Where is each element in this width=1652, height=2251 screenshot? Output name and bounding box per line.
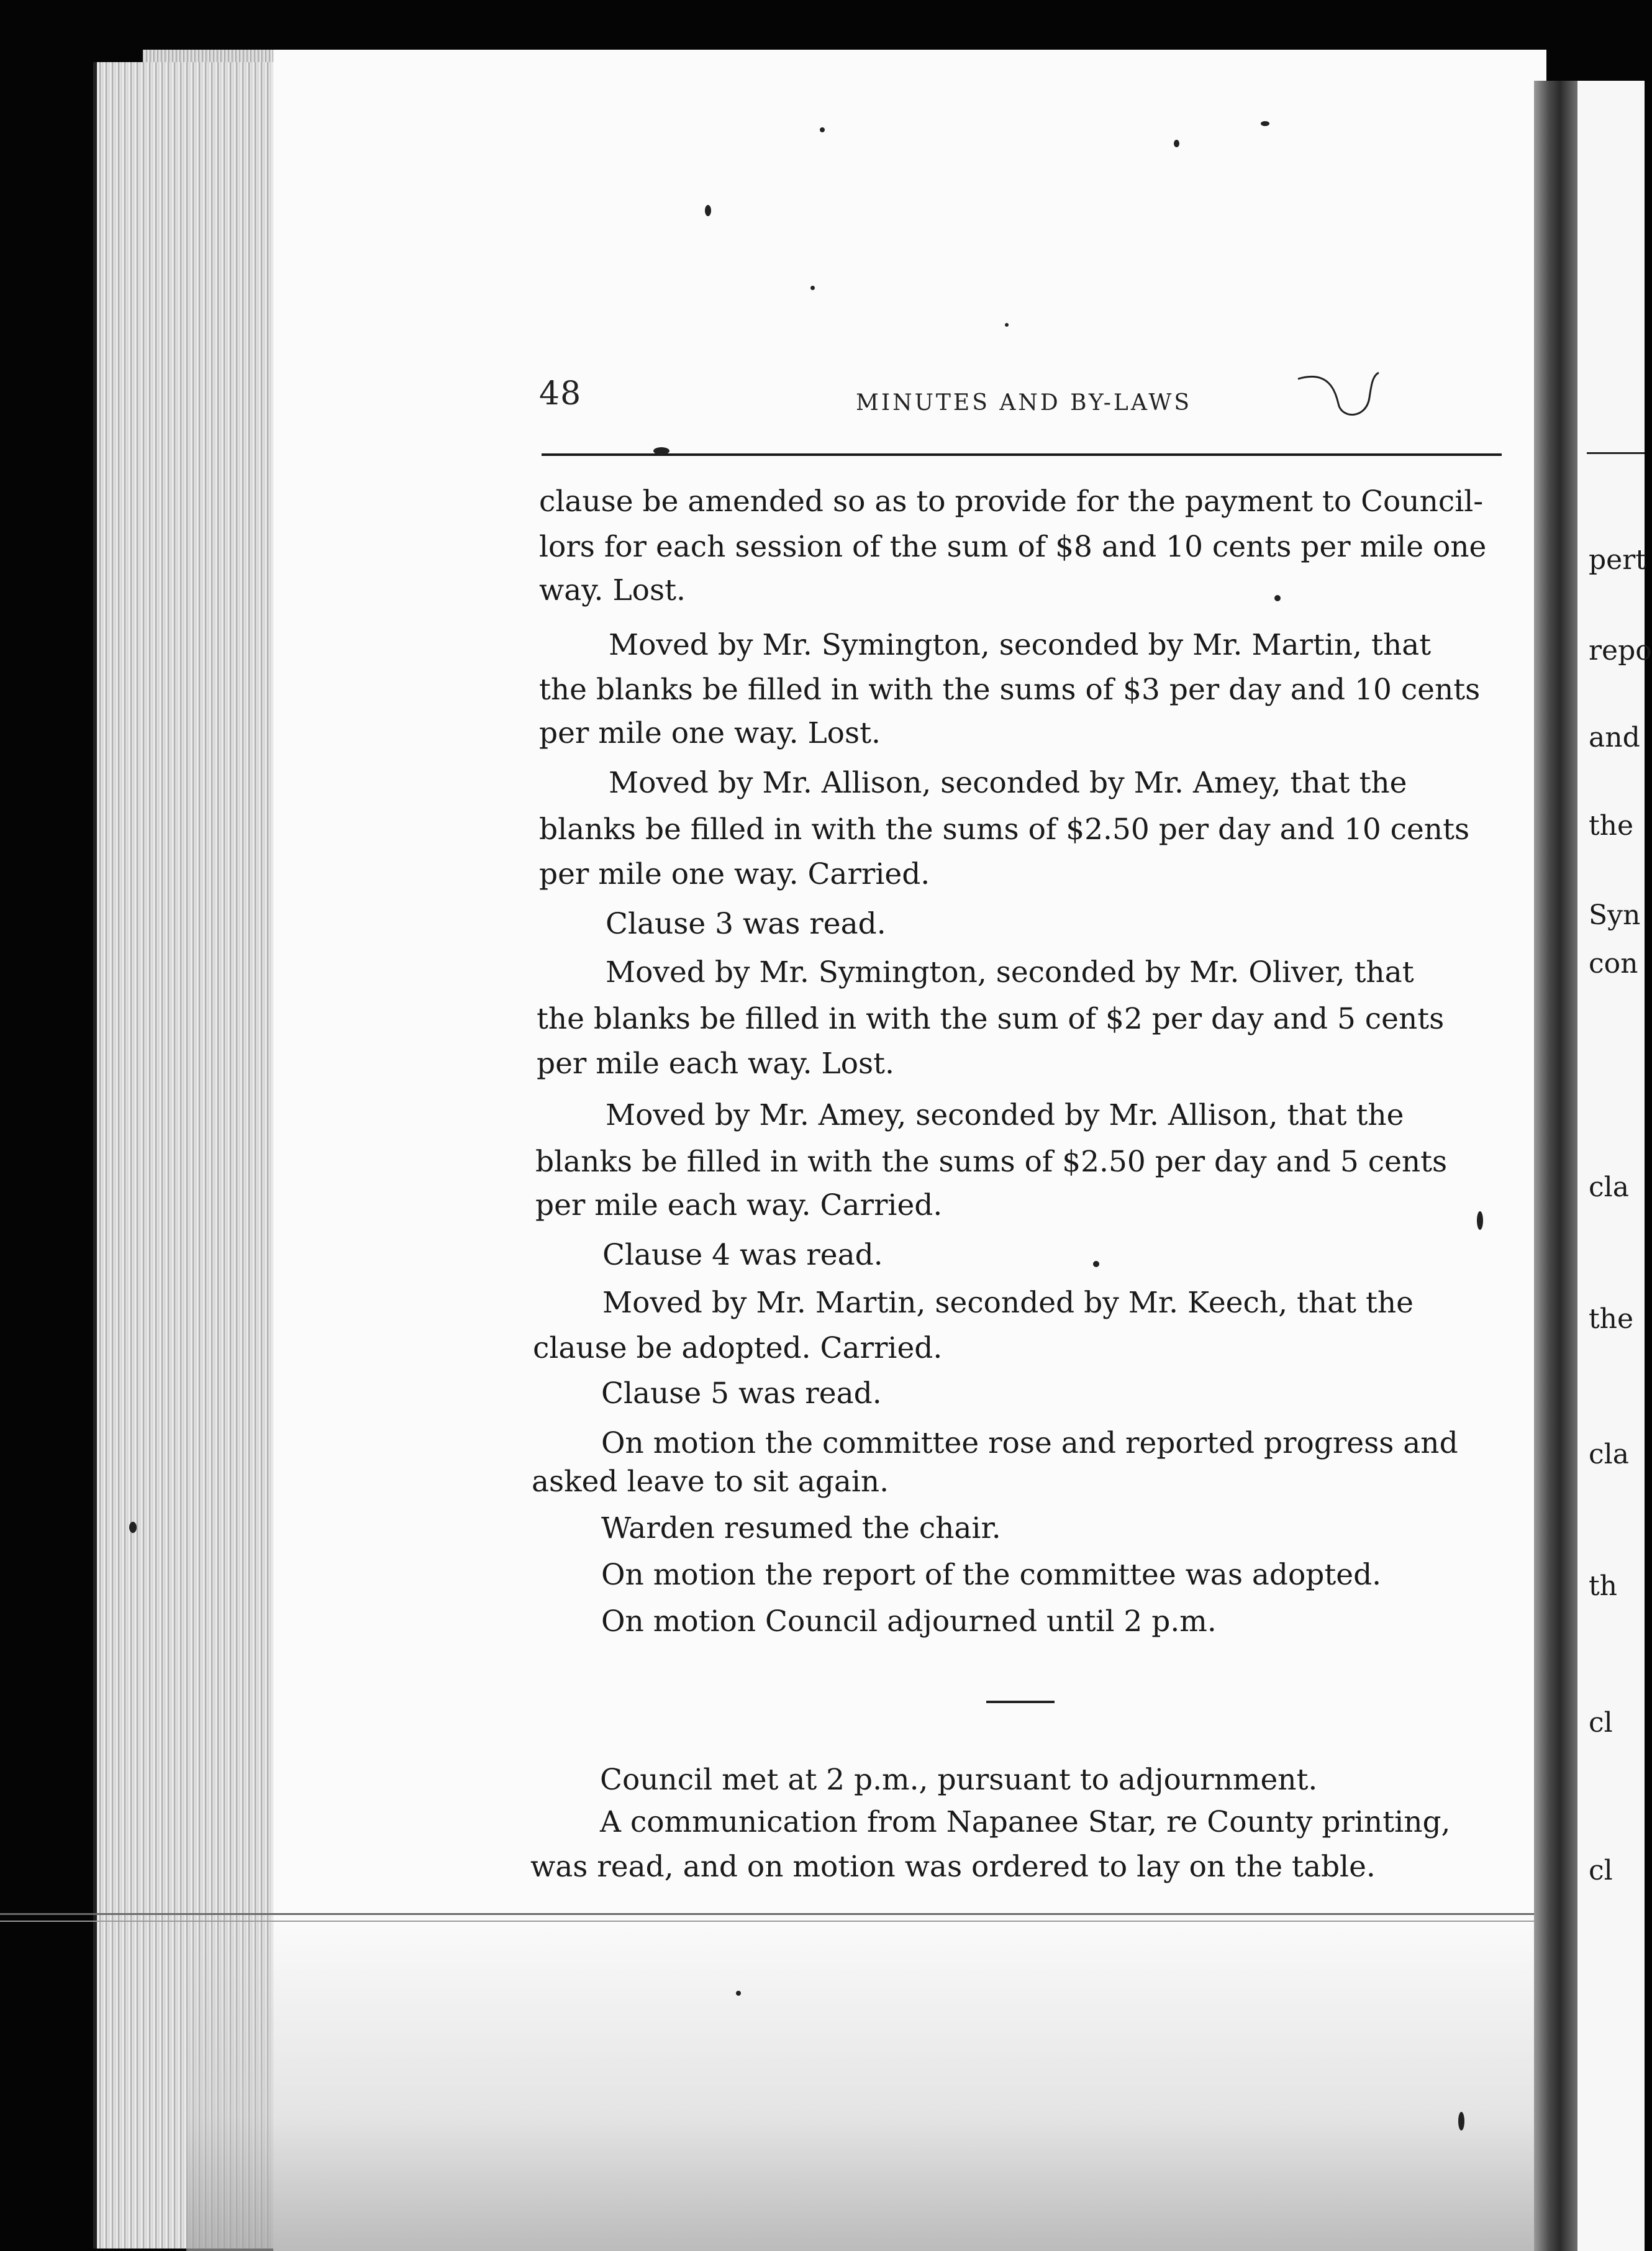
body-line: Moved by Mr. Symington, seconded by Mr. Martin, that [609,628,1432,662]
body-line: per mile one way. Lost. [539,716,881,750]
body-line: the blanks be filled in with the sums of $3 per day and 10 cents [539,673,1481,707]
facing-page [1577,81,1645,2251]
body-line: clause be adopted. Carried. [533,1331,943,1365]
handwritten-mark [1292,366,1385,422]
running-head: MINUTES AND BY-LAWS [856,390,1192,416]
body-line: Moved by Mr. Symington, seconded by Mr. Oliver, that [606,955,1414,989]
book-gutter [1534,81,1577,2251]
dust-speck [1274,595,1281,601]
body-line: Clause 3 was read. [606,907,886,941]
facing-page-fragment: Syn [1589,899,1641,931]
facing-page-fragment: cla [1589,1439,1629,1470]
body-line: Moved by Mr. Allison, seconded by Mr. Amey, that the [609,766,1407,800]
dust-speck [705,205,711,216]
facing-page-fragment: th [1589,1570,1618,1602]
bottom-edge-line-secondary [0,1921,1645,1922]
body-line: per mile each way. Lost. [537,1047,894,1081]
facing-page-fragment: cl [1589,1855,1613,1886]
body-line: per mile each way. Carried. [535,1188,943,1222]
dust-speck [1261,121,1269,126]
body-line: asked leave to sit again. [532,1465,889,1499]
body-line: Moved by Mr. Martin, seconded by Mr. Keech, that the [602,1286,1414,1320]
facing-page-fragment: cl [1589,1707,1613,1739]
section-divider [986,1701,1055,1703]
body-line: the blanks be filled in with the sum of $2 per day and 5 cents [537,1002,1445,1036]
dust-speck [1458,2112,1464,2130]
facing-page-fragment: the [1589,810,1634,842]
dust-speck [653,447,669,455]
dust-speck [1093,1261,1099,1267]
body-line: Council met at 2 p.m., pursuant to adjournment. [600,1763,1318,1797]
dust-speck [736,1991,741,1996]
page-number: 48 [539,375,582,412]
facing-page-fragment: pert [1589,544,1646,576]
header-rule [542,453,1502,456]
facing-page-fragment: and [1589,722,1640,753]
dust-speck [1477,1211,1483,1230]
dust-speck [1005,323,1009,327]
dust-speck [1174,140,1179,147]
dust-speck [129,1522,137,1533]
facing-page-fragment: cla [1589,1171,1629,1203]
bottom-edge-line [0,1913,1645,1915]
body-line: Clause 5 was read. [601,1376,882,1411]
body-line: blanks be filled in with the sums of $2.50 per day and 5 cents [535,1145,1448,1179]
body-line: way. Lost. [539,573,686,607]
body-line: On motion the report of the committee was adopted. [601,1558,1382,1592]
body-line: lors for each session of the sum of $8 and 10 cents per mile one [539,530,1487,564]
body-line: Moved by Mr. Amey, seconded by Mr. Allison, that the [606,1098,1404,1132]
facing-page-fragment: the [1589,1303,1634,1335]
facing-page-fragment: repo [1589,635,1652,666]
page-bottom-shadow [186,1913,1553,2251]
body-line: A communication from Napanee Star, re County printing, [600,1805,1451,1839]
body-line: Clause 4 was read. [602,1238,883,1272]
facing-page-fragment: con [1589,948,1638,980]
body-line: per mile one way. Carried. [539,857,930,891]
facing-page-rule [1587,452,1645,454]
body-line: clause be amended so as to provide for the payment to Council- [539,484,1484,519]
body-line: On motion Council adjourned until 2 p.m. [601,1604,1217,1639]
body-line: blanks be filled in with the sums of $2.50 per day and 10 cents [539,812,1470,847]
body-line: was read, and on motion was ordered to lay on the table. [530,1850,1376,1884]
dust-speck [810,286,815,290]
dust-speck [820,127,825,132]
body-line: On motion the committee rose and reported progress and [601,1426,1458,1460]
body-line: Warden resumed the chair. [601,1511,1001,1545]
